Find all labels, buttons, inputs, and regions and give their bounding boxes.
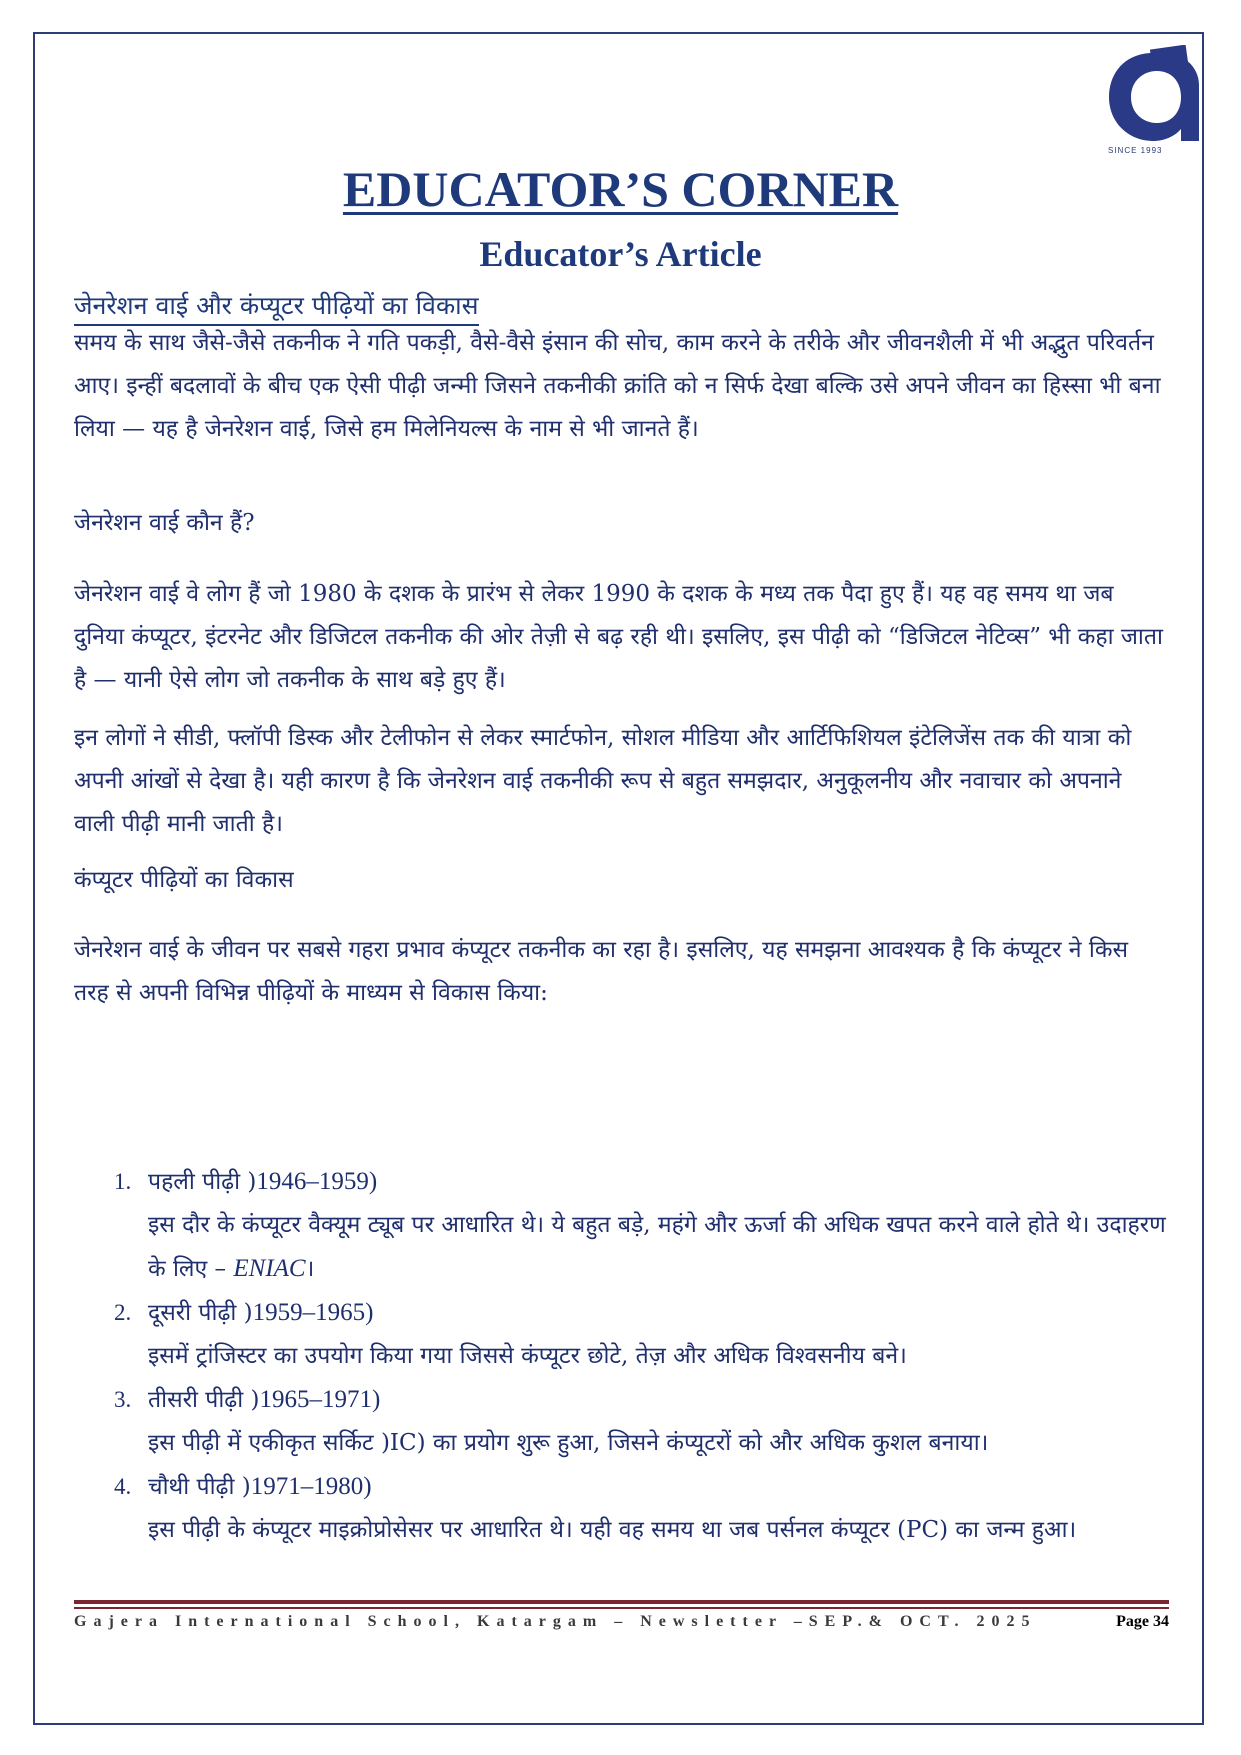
generation-desc: इस पीढ़ी में एकीकृत सर्किट )IC) का प्रयोग शुरू हुआ, जिसने कंप्यूटरों को और अधिक कुशल बनाया। <box>148 1430 989 1456</box>
list-number: 1. <box>114 1169 132 1194</box>
generation-desc: इसमें ट्रांजिस्टर का उपयोग किया गया जिससे कंप्यूटर छोटे, तेज़ और अधिक विश्वसनीय बने। <box>148 1343 907 1369</box>
paragraph-journey: इन लोगों ने सीडी, फ्लॉपी डिस्क और टेलीफोन से लेकर स्मार्टफोन, सोशल मीडिया और आर्टिफिशियल इंटेलिजेंस तक की यात्रा को अपनी आंखों से देखा है। यही कारण है कि जेनरेशन वाई तकनीकी रूप से बहुत समझदार, अनुकूलनीय और नवाचार को अपनाने वाली पीढ़ी मानी जाती है। <box>74 725 1132 837</box>
question-who: जेनरेशन वाई कौन हैं? <box>74 510 255 536</box>
list-number: 3. <box>114 1387 132 1412</box>
footer <box>74 1613 1169 1631</box>
footer-text: Gajera International School, Katargam – Newsletter –SEP.& OCT. 2025 <box>74 1613 1037 1630</box>
generation-desc: इस दौर के कंप्यूटर वैक्यूम ट्यूब पर आधारित थे। ये बहुत बड़े, महंगे और ऊर्जा की अधिक खपत करने वाले होते थे। उदाहरण के लिए – ENIAC। <box>148 1212 1166 1282</box>
page-title: EDUCATOR’S CORNER <box>342 161 899 217</box>
section-heading-generations: कंप्यूटर पीढ़ियों का विकास <box>74 867 294 893</box>
generation-desc: इस पीढ़ी के कंप्यूटर माइक्रोप्रोसेसर पर आधारित थे। यही वह समय था जब पर्सनल कंप्यूटर (PC) का जन्म हुआ। <box>148 1517 1077 1543</box>
generation-title: चौथी पीढ़ी )1971–1980) <box>148 1473 372 1500</box>
paragraph-intro: समय के साथ जैसे-जैसे तकनीक ने गति पकड़ी, वैसे-वैसे इंसान की सोच, काम करने के तरीके और जीवनशैली में भी अद्भुत परिवर्तन आए। इन्हीं बदलावों के बीच एक ऐसी पीढ़ी जन्मी जिसने तकनीकी क्रांति को न सिर्फ देखा बल्कि उसे अपने जीवन का हिस्सा भी बना लिया — यह है जेनरेशन वाई, जिसे हम मिलेनियल्स के नाम से भी जानते हैं। <box>74 330 1161 442</box>
footer-rule <box>74 1600 1169 1604</box>
page-subtitle: Educator’s Article <box>479 234 762 274</box>
list-item <box>100 1465 1170 1552</box>
generation-title: तीसरी पीढ़ी )1965–1971) <box>148 1386 381 1413</box>
list-number: 2. <box>114 1300 132 1325</box>
list-item <box>100 1378 1170 1465</box>
footer-rule-thin <box>74 1607 1169 1609</box>
paragraph-generations-intro: जेनरेशन वाई के जीवन पर सबसे गहरा प्रभाव कंप्यूटर तकनीक का रहा है। इसलिए, यह समझना आवश्यक है कि कंप्यूटर ने किस तरह से अपनी विभिन्न पीढ़ियों के माध्यम से विकास किया: <box>74 937 1129 1006</box>
list-number: 4. <box>114 1474 132 1499</box>
generation-title: पहली पीढ़ी )1946–1959) <box>148 1168 378 1195</box>
logo-tagline: SINCE 1993 <box>1108 146 1163 155</box>
generations-list <box>100 1160 1170 1552</box>
list-item <box>100 1160 1170 1291</box>
article-heading: जेनरेशन वाई और कंप्यूटर पीढ़ियों का विकास <box>74 288 479 326</box>
list-item <box>100 1291 1170 1378</box>
page-number: Page 34 <box>1116 1613 1169 1630</box>
paragraph-who: जेनरेशन वाई वे लोग हैं जो 1980 के दशक के प्रारंभ से लेकर 1990 के दशक के मध्य तक पैदा हुए हैं। यह वह समय था जब दुनिया कंप्यूटर, इंटरनेट और डिजिटल तकनीक की ओर तेज़ी से बढ़ रही थी। इसलिए, इस पीढ़ी को “डिजिटल नेटिव्स” भी कहा जाता है — यानी ऐसे लोग जो तकनीक के साथ बड़े हुए हैं। <box>74 581 1163 693</box>
generation-title: दूसरी पीढ़ी )1959–1965) <box>148 1299 374 1326</box>
